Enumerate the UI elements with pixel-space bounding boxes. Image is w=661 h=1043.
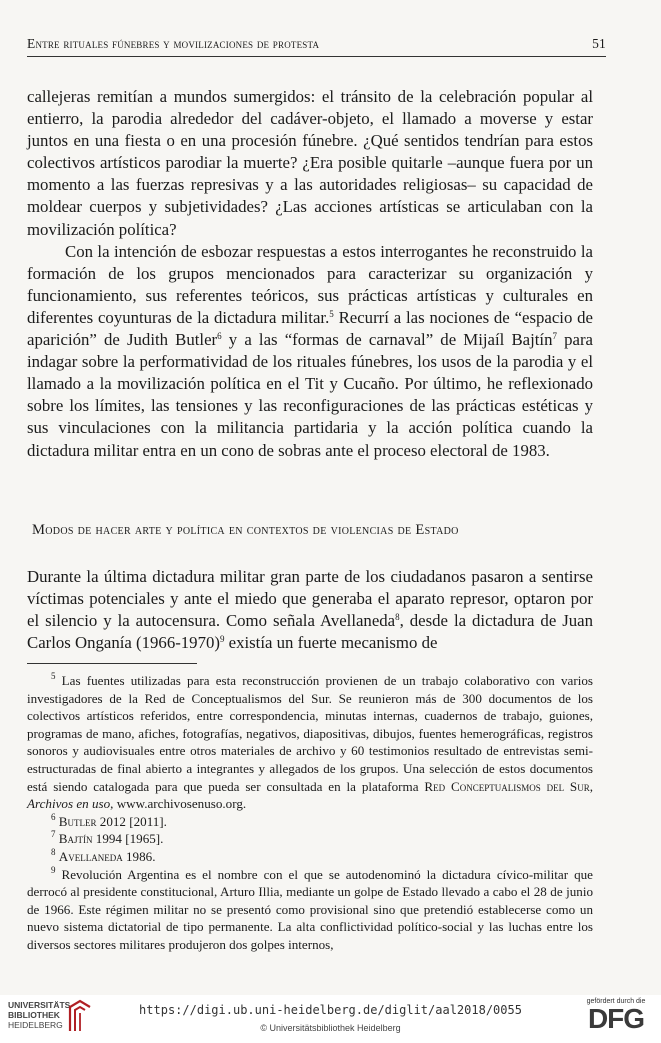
footnote-ref-6[interactable]: 6 [217,331,222,342]
paragraph-3: Durante la última dictadura militar gran parte de los ciudadanos pasaron a sentirse víctimas potenciales y ante el miedo que generaba el aparato represor, optaron por el silencio y la autocensura. Como señala Avellaneda$^8$, desde la dictadura de Juan Carlos Onganía (1966-1970)$^9$ existía un fuerte mecanismo de [27,567,593,653]
library-logo[interactable]: UNIVERSITÄTS- BIBLIOTHEK HEIDELBERG [8,1000,74,1030]
funder-logo[interactable]: gefördert durch die DFG [586,998,646,1034]
footnote-ref-7[interactable]: 7 [552,331,557,342]
copyright-notice: © Universitätsbibliothek Heidelberg [260,1023,401,1033]
footnote-9: $^9$ Revolución Argentina es el nombre con el que se autodenominó la dictadura cívico-militar que derrocó al presidente constitucional, Arturo Illia, mediante un golpe de Estado llevado a cabo el 28 de junio de 1966. Este régimen militar no se presentó como provisional sino que pretendió establecerse como un nuevo sistema dictatorial de tipo permanente. La alta conflictividad político-social y las luchas entre los diversos sectores militares produjeron dos golpes internos, [27,864,593,952]
footnote-ref-9[interactable]: 9 [219,634,225,645]
section-heading: Modos de hacer arte y política en contextos de violencias de Estado [32,522,459,538]
source-url-link[interactable]: https://digi.ub.uni-heidelberg.de/diglit/aal2018/0055 [139,1003,522,1017]
body-upper [27,86,593,462]
header-rule [27,56,606,57]
page-number: 51 [592,36,606,51]
running-title: Entre rituales fúnebres y movilizaciones de protesta [27,36,320,51]
paragraph-2: Con la intención de esbozar respuestas a estos interrogantes he reconstruido la formación de los grupos mencionados para caracterizar su organización y funcionamiento, sus referentes teóricos, sus prácticas artísticas y culturales en diferentes coyunturas de la dictadura militar.$^5$ Recurrí a las nociones de “espacio de aparición” de Judith Butler$^6$ y a las “formas de carnaval” de Mijaíl Bajtín$^7$ para indagar sobre la performatividad de los rituales fúnebres, los usos de la parodia y el llamado a la movilización política en el Tit y Cucaño. Por último, he reflexionado sobre los límites, las tensiones y las reconfiguraciones de las prácticas estéticas y sus vinculaciones con la militancia partidaria y la acción política cuando la dictadura militar entra en un cono de sobras ante el proceso electoral de 1983. [27,241,594,460]
footnote-rule [27,663,197,664]
digitization-footer [0,995,661,1043]
footnote-5: $^5$ Las fuentes utilizadas para esta reconstrucción provienen de un trabajo colaborativo con varios investigadores de la Red de Conceptualismos del Sur. Se reunieron más de 300 documentos de los colectivos artísticos referidos, entre correspondencia, minutas internas, cuadernos de trabajo, guiones, programas de mano, afiches, fotografías, negativos, diapositivas, dibujos, fuentes hemerográficas, registros sonoros y audiovisuales entre otros materiales de archivo y 60 testimonios resultado de entrevistas semi-estructuradas de final abierto a integrantes y allegados de los grupos. Una selección de estos documentos está siendo catalogada para que pueda ser consultada en la plataforma Red Conceptualismos del Sur, Archivos en uso, www.archivosenuso.org. [27,671,593,812]
footnote-ref-8[interactable]: 8 [395,612,400,623]
running-head [27,36,606,52]
footnotes [27,672,593,954]
footnote-8: $^8$ Avellaneda 1986. [51,846,156,864]
archive-link[interactable]: , www.archivosenuso.org. [110,796,247,812]
paragraph-1: callejeras remitían a mundos sumergidos: el tránsito de la celebración popular al entierro, la parodia alrededor del cadáver-objeto, el llamado a moverse y estar juntos en una fiesta o en una procesión fúnebre. ¿Qué sentidos tendrían para estos colectivos artísticos parodiar la muerte? ¿Era posible quitarle –aunque fuera por un momento a las fuerzas represivas y a las autoridades religiosas– su capacidad de moldear cuerpos y subjetividades? ¿Las acciones artísticas se articulaban con la movilización política? [27,87,593,239]
body-lower [27,566,593,654]
footnote-7: $^7$ Bajtín 1994 [1965]. [51,829,164,847]
footnote-ref-5[interactable]: 5 [329,308,334,319]
footnote-6: $^6$ Butler 2012 [2011]. [51,811,167,829]
